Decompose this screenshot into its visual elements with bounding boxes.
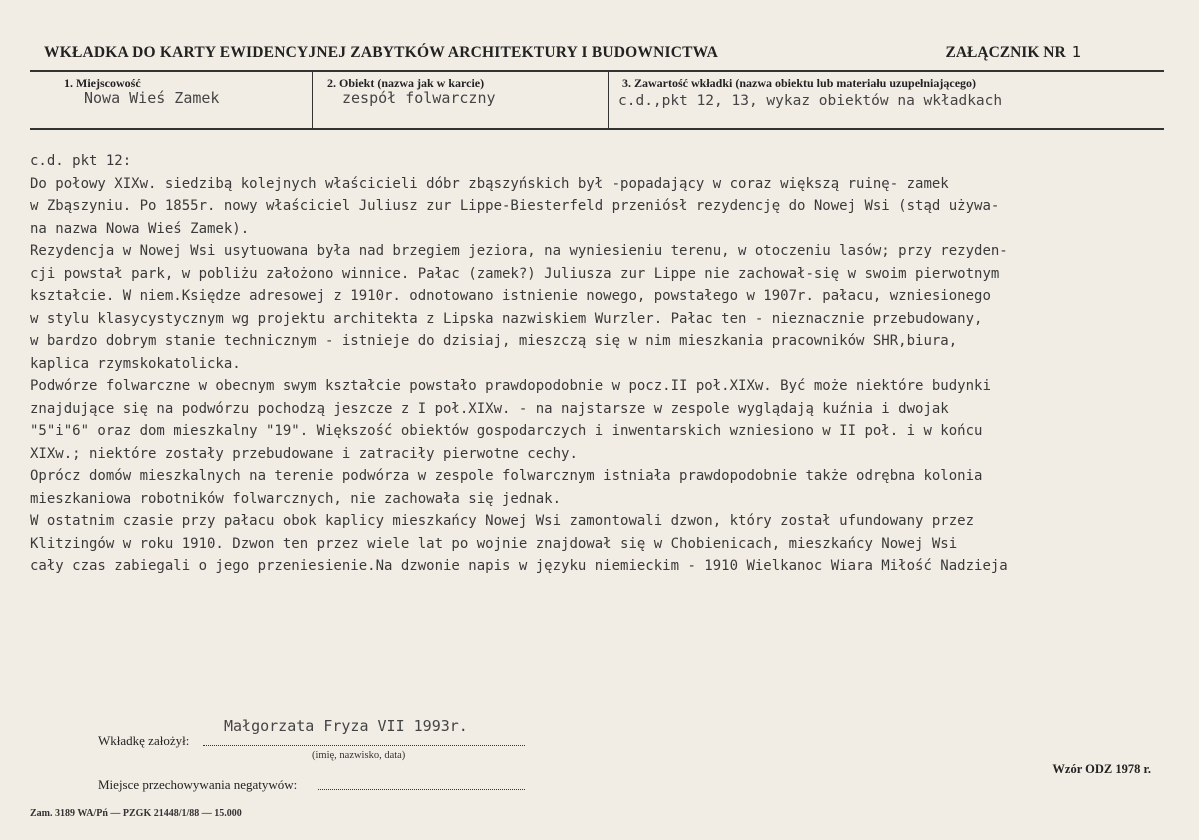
text-line: mieszkaniowa robotników folwarcznych, nie zachowała się jednak. bbox=[30, 490, 562, 507]
negatives-line bbox=[318, 789, 525, 790]
text-line: kształcie. W niem.Księdze adresowej z 1910r. odnotowano istnienie nowego, powstałego w 1907r. pałacu, wzniesionego bbox=[30, 288, 991, 304]
text-line: Do połowy XIXw. siedzibą kolejnych właścicieli dóbr zbąszyńskich był -popadający w coraz większą ruinę- zamek bbox=[30, 175, 949, 192]
header-divider-2 bbox=[608, 71, 609, 129]
locality-value: Nowa Wieś Zamek bbox=[84, 89, 220, 107]
text-line: W ostatnim czasie przy pałacu obok kaplicy mieszkańcy Nowej Wsi zamontowali dzwon, który został ufundowany przez bbox=[30, 513, 975, 529]
created-by-label: Wkładkę założył: bbox=[98, 733, 190, 748]
text-line: w stylu klasycystycznym wg projektu architekta z Lipska nazwiskiem Wurzler. Pałac ten - nieznacznie przebudowany, bbox=[30, 310, 983, 327]
header-bottom-rule bbox=[30, 128, 1164, 130]
print-info: Zam. 3189 WA/Pń — PZGK 21448/1/88 — 15.000 bbox=[30, 808, 242, 819]
text-line: znajdujące się na podwórzu pochodzą jeszcze z I poł.XIXw. - na najstarsze w zespole wyglądają kuźnia i dwojak bbox=[30, 400, 949, 417]
text-line: Klitzingów w roku 1910. Dzwon ten przez wiele lat po wojnie znajdował się w Chobienicach, mieszkańcy Nowej Wsi bbox=[30, 535, 958, 552]
text-line: w Zbąszyniu. Po 1855r. nowy właściciel Juliusz zur Lippe-Biesterfeld przeniósł rezydencję do Nowej Wsi (stąd używa- bbox=[30, 198, 1000, 214]
text-line: w bardzo dobrym stanie technicznym - istnieje do dzisiaj, mieszczą się w nim mieszkania pracowników SHR,biura, bbox=[30, 333, 958, 349]
text-line: "5"i"6" oraz dom mieszkalny "19". Większość obiektów gospodarczych i inwentarskich wzniesiono w II poł. i w końcu bbox=[30, 423, 983, 439]
text-line: Podwórze folwarczne w obecnym swym kształcie powstało prawdopodobnie w pocz.II poł.XIXw. Być może niektóre budynki bbox=[30, 378, 991, 394]
form-title: WKŁADKA DO KARTY EWIDENCYJNEJ ZABYTKÓW ARCHITEKTURY I BUDOWNICTWA bbox=[44, 44, 719, 61]
main-text bbox=[30, 150, 1190, 578]
attachment-number bbox=[946, 43, 1081, 62]
negatives-label: Miejsce przechowywania negatywów: bbox=[98, 777, 298, 792]
created-by-line bbox=[203, 745, 525, 746]
header-top-rule bbox=[30, 70, 1164, 72]
attachment-number-value: 1 bbox=[1071, 43, 1081, 61]
text-line: cji powstał park, w pobliżu założono winnice. Pałac (zamek?) Juliusza zur Lippe nie zachował-się w swoim pierwotnym bbox=[30, 265, 1000, 282]
created-by-value: Małgorzata Fryza VII 1993r. bbox=[224, 717, 468, 735]
text-line: kaplica rzymskokatolicka. bbox=[30, 355, 241, 372]
header-divider-1 bbox=[312, 71, 313, 129]
object-label: 2. Obiekt (nazwa jak w karcie) bbox=[327, 76, 485, 90]
text-line: na nazwa Nowa Wieś Zamek). bbox=[30, 220, 250, 237]
content-label: 3. Zawartość wkładki (nazwa obiektu lub materiału uzupełniającego) bbox=[622, 76, 977, 90]
content-value: c.d.,pkt 12, 13, wykaz obiektów na wkładkach bbox=[618, 93, 1003, 109]
text-line: Oprócz domów mieszkalnych na terenie podwórza w zespole folwarcznym istniała prawdopodobnie także odrębna kolonia bbox=[30, 468, 983, 484]
locality-label: 1. Miejscowość bbox=[64, 76, 141, 90]
text-line: Rezydencja w Nowej Wsi usytuowana była nad brzegiem jeziora, na wyniesieniu terenu, w otoczeniu lasów; przy rezyden- bbox=[30, 243, 1008, 259]
text-line: XIXw.; niektóre zostały przebudowane i zatraciły pierwotne cechy. bbox=[30, 445, 578, 462]
text-line: c.d. pkt 12: bbox=[30, 153, 132, 169]
created-by-caption: (imię, nazwisko, data) bbox=[312, 750, 406, 761]
object-value: zespół folwarczny bbox=[342, 89, 496, 107]
text-line: cały czas zabiegali o jego przeniesienie.Na dzwonie napis w języku niemieckim - 1910 Wielkanoc Wiara Miłość Nadzieja bbox=[30, 558, 1008, 574]
template-note: Wzór ODZ 1978 r. bbox=[1052, 762, 1151, 776]
attachment-label: ZAŁĄCZNIK NR bbox=[945, 44, 1066, 61]
